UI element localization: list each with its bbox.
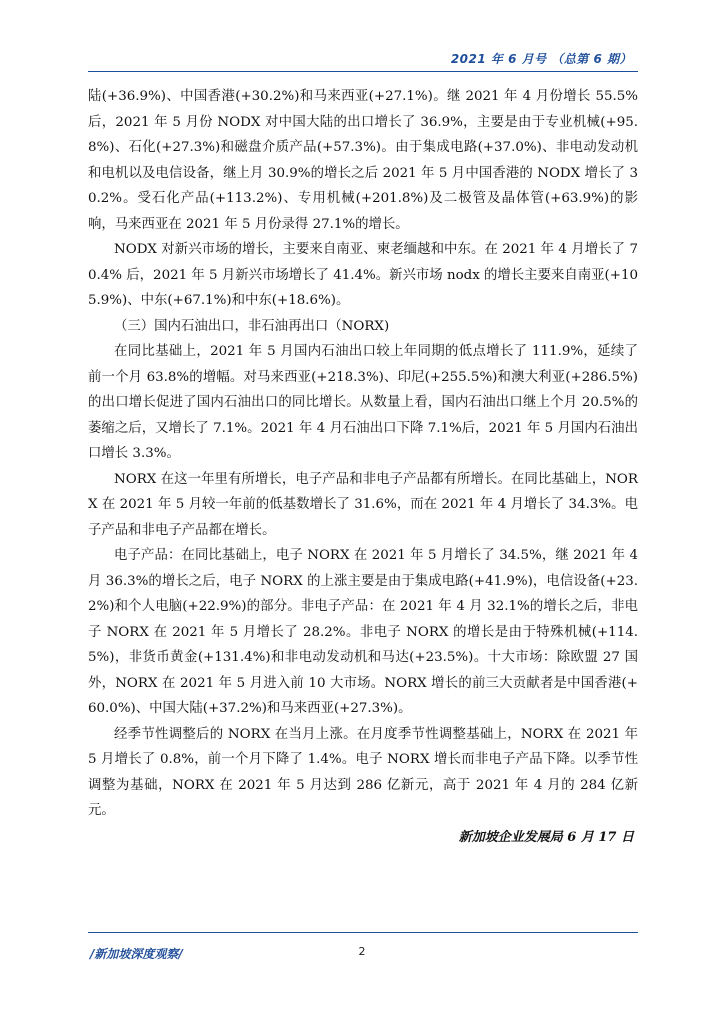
publication-footer: /新加坡深度观察/ xyxy=(90,947,183,961)
paragraph-seasonal-adjustment: 经季节性调整后的 NORX 在当月上涨。在月度季节性调整基础上，NORX 在 2021 年 5 月增长了 0.8%，前一个月下降了 1.4%。电子 NORX 增长而非电子产品下降。以季节性调整为基础，NORX 在 2021 年 5 月达到 286 亿新元，高于 2021 年 4 月的 284 亿新元。 xyxy=(88,726,638,818)
paragraph-oil-exports: 在同比基础上，2021 年 5 月国内石油出口较上年同期的低点增长了 111.9%，延续了前一个月 63.8%的增幅。对马来西亚(+218.3%)、印尼(+255.5%)和澳大利亚(+286.5%)的出口增长促进了国内石油出口的同比增长。从数量上看，国内石油出口继上个月 20.5%的萎缩之后，又增长了 7.1%。2021 年 4 月石油出口下降 7.1%后，2021 年 5 月国内石油出口增长 3.3%。 xyxy=(88,344,638,461)
paragraph-electronics: 电子产品：在同比基础上，电子 NORX 在 2021 年 5 月增长了 34.5%，继 2021 年 4 月 36.3%的增长之后，电子 NORX 的上涨主要是由于集成电路(+41.9%)，电信设备(+23.2%)和个人电脑(+22.9%)的部分。非电子产品：在 2021 年 4 月 32.1%的增长之后，非电子 NORX 在 2021 年 5 月增长了 28.2%。非电子 NORX 的增长是由于特殊机械(+114.5%)，非货币黄金(+131.4%)和非电动发动机和马达(+23.5%)。十大市场：除欧盟 27 国外，NORX 在 2021 年 5 月进入前 10 大市场。NORX 增长的前三大贡献者是中国香港(+60.0%)、中国大陆(+37.2%)和马来西亚(+27.3%)。 xyxy=(88,548,638,716)
paragraph-norx-growth: NORX 在这一年里有所增长，电子产品和非电子产品都有所增长。在同比基础上，NORX 在 2021 年 5 月较一年前的低基数增长了 31.6%，而在 2021 年 4 月增长了 34.3%。电子产品和非电子产品都在增长。 xyxy=(88,471,638,538)
article-body xyxy=(88,84,638,850)
header-divider xyxy=(88,71,638,72)
footer-divider xyxy=(88,932,638,933)
page-number: 2 xyxy=(358,945,366,958)
paragraph-emerging-markets: NODX 对新兴市场的增长，主要来自南亚、柬老缅越和中东。在 2021 年 4 月增长了 70.4% 后，2021 年 5 月新兴市场增长了 41.4%。新兴市场 nodx 的增长主要来自南亚(+105.9%)、中东(+67.1%)和中东(+18.6%)。 xyxy=(88,242,639,308)
section-heading-norx: （三）国内石油出口，非石油再出口（NORX) xyxy=(114,318,390,334)
signature-line: 新加坡企业发展局 6 月 17 日 xyxy=(458,829,634,845)
issue-header: 2021 年 6 月号 （总第 6 期） xyxy=(450,52,632,66)
paragraph-nodx-markets: 陆(+36.9%)、中国香港(+30.2%)和马来西亚(+27.1%)。继 2021 年 4 月份增长 55.5%后，2021 年 5 月份 NODX 对中国大陆的出口增长了 36.9%，主要是由于专业机械(+95.8%)、石化(+27.3%)和磁盘介质产品(+57.3%)。由于集成电路(+37.0%)、非电动发动机和电机以及电信设备，继上月 30.9%的增长之后 2021 年 5 月中国香港的 NODX 增长了 30.2%。受石化产品(+113.2%)、专用机械(+201.8%)及二极管及晶体管(+63.9%)的影响，马来西亚在 2021 年 5 月份录得 27.1%的增长。 xyxy=(88,89,638,232)
